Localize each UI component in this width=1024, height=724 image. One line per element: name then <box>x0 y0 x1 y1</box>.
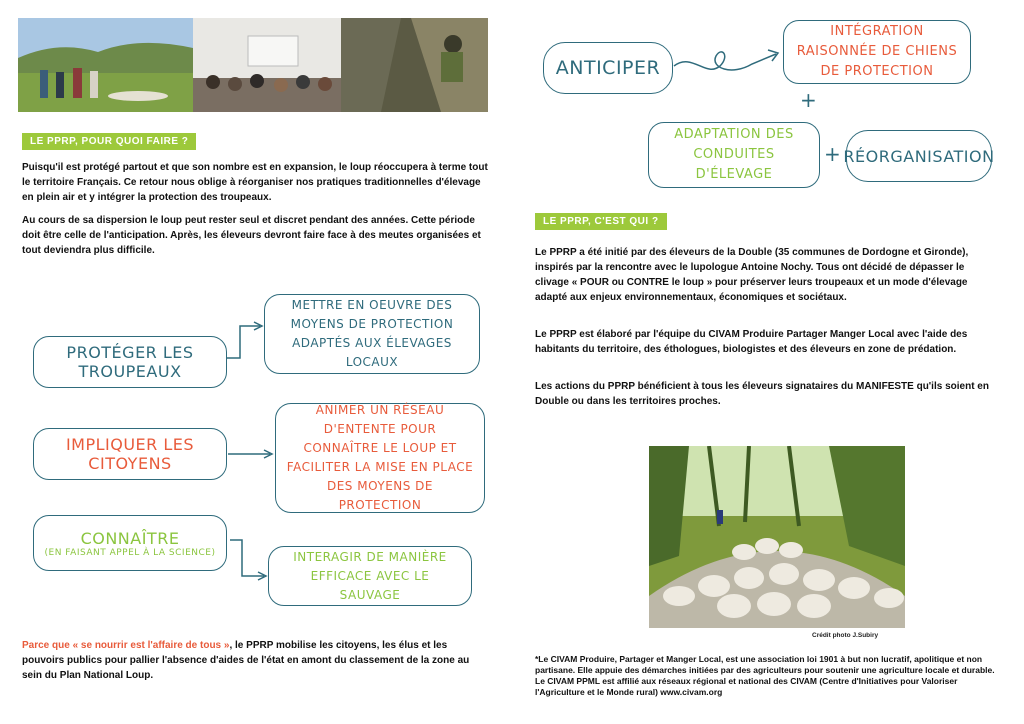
connaitre-sub-label: (EN FAISANT APPEL À LA SCIENCE) <box>44 547 216 558</box>
box-proteger-detail <box>264 294 480 374</box>
photo-field-visit <box>18 18 193 112</box>
closing-text <box>22 638 492 683</box>
section-tag-why: LE PPRP, POUR QUOI FAIRE ? <box>22 133 196 150</box>
box-proteger <box>33 336 227 388</box>
arrow-anticiper <box>672 42 782 82</box>
box-adaptation <box>648 122 820 188</box>
reorganisation-label: RÉORGANISATION <box>843 146 995 166</box>
box-anticiper <box>543 42 673 94</box>
box-connaitre <box>33 515 227 571</box>
who-paragraph-3: Les actions du PPRP bénéficient à tous les éleveurs signataires du MANIFESTE qu'ils soient en Double ou dans les territoires proches. <box>535 381 989 407</box>
intro-paragraph-2: Au cours de sa dispersion le loup peut rester seul et discret pendant des années. Cette période doit être celle de l'anticipation. Après, les éleveurs devront faire face à des meutes organisées et tout deviendra plus difficile. <box>22 215 481 256</box>
footnote-civam: *Le CIVAM Produire, Partager et Manger Local, est une association loi 1901 à but non lucratif, apolitique et non partisane. Elle appuie des démarches initiées par des agriculteurs pour soutenir une agriculture locale et durable. Le CIVAM PPML est affilié aux réseaux régional et national des CIVAM (Centre d'Initiatives pour Valoriser l'Agriculture et le Monde rural) www.civam.org <box>535 654 995 697</box>
intro-paragraph-1: Puisqu'il est protégé partout et que son nombre est en expansion, le loup réoccupera à terme tout le territoire Français. Ce retour nous oblige à réorganiser nos pratiques traditionnelles d'élevage en plein air et y intégrer la protection des troupeaux. <box>22 162 488 203</box>
connaitre-detail-label: INTERAGIR DE MANIÈRE EFFICACE AVEC LE SAUVAGE <box>293 549 447 602</box>
section-tag-who: LE PPRP, C'EST QUI ? <box>535 213 667 230</box>
closing-highlight: Parce que « se nourrir est l'affaire de tous » <box>22 640 230 651</box>
arrow-impliquer <box>228 449 274 459</box>
who-text <box>535 245 1000 417</box>
box-impliquer-detail <box>275 403 485 513</box>
impliquer-detail-label: ANIMER UN RÉSEAU D'ENTENTE POUR CONNAÎTRE LE LOUP ET FACILITER LA MISE EN PLACE DES MOYENS DE PROTECTION <box>286 403 474 512</box>
photo-forest-worker <box>341 18 488 112</box>
box-integration <box>783 20 971 84</box>
photo-meeting-room <box>193 18 341 112</box>
plus-sign-2: + <box>824 142 841 166</box>
integration-label: INTÉGRATION RAISONNÉE DE CHIENS DE PROTECTION <box>796 24 958 79</box>
box-connaitre-detail <box>268 546 472 606</box>
box-reorganisation <box>843 130 995 182</box>
photo-sheep-flock <box>649 446 905 628</box>
arrow-connaitre <box>230 538 270 582</box>
arrow-proteger <box>226 322 266 362</box>
anticiper-label: ANTICIPER <box>555 57 661 79</box>
impliquer-label: IMPLIQUER LES CITOYENS <box>65 435 195 473</box>
connaitre-label: CONNAÎTRE <box>80 528 180 548</box>
box-impliquer <box>33 428 227 480</box>
who-paragraph-2: Le PPRP est élaboré par l'équipe du CIVAM Produire Partager Manger Local avec l'aide des habitants du territoire, des éthologues, biologistes et des éleveurs en zone de prédation. <box>535 329 968 355</box>
adaptation-label: ADAPTATION DES CONDUITES D'ÉLEVAGE <box>674 127 794 182</box>
proteger-detail-label: METTRE EN OEUVRE DES MOYENS DE PROTECTION ADAPTÉS AUX ÉLEVAGES LOCAUX <box>290 298 454 369</box>
who-paragraph-1: Le PPRP a été initié par des éleveurs de la Double (35 communes de Dordogne et Gironde), inspirés par la rencontre avec le lupologue Antoine Nochy. Tous ont décidé de dépasser le clivage « POUR ou CONTRE le loup » pour préserver leurs troupeaux et un mode d'élevage adapté aux enjeux environnementaux, économiques et sociétaux. <box>535 247 969 303</box>
intro-text <box>22 160 494 266</box>
proteger-label: PROTÉGER LES TROUPEAUX <box>66 343 194 381</box>
closing-rest: , le PPRP mobilise les citoyens, les élus et les pouvoirs publics pour pallier l'absence d'aides de l'état en amont du classement de la zone au sein du Plan National Loup. <box>22 640 470 681</box>
plus-sign-1: + <box>800 88 817 112</box>
photo-credit: Crédit photo J.Subiry <box>812 632 879 639</box>
